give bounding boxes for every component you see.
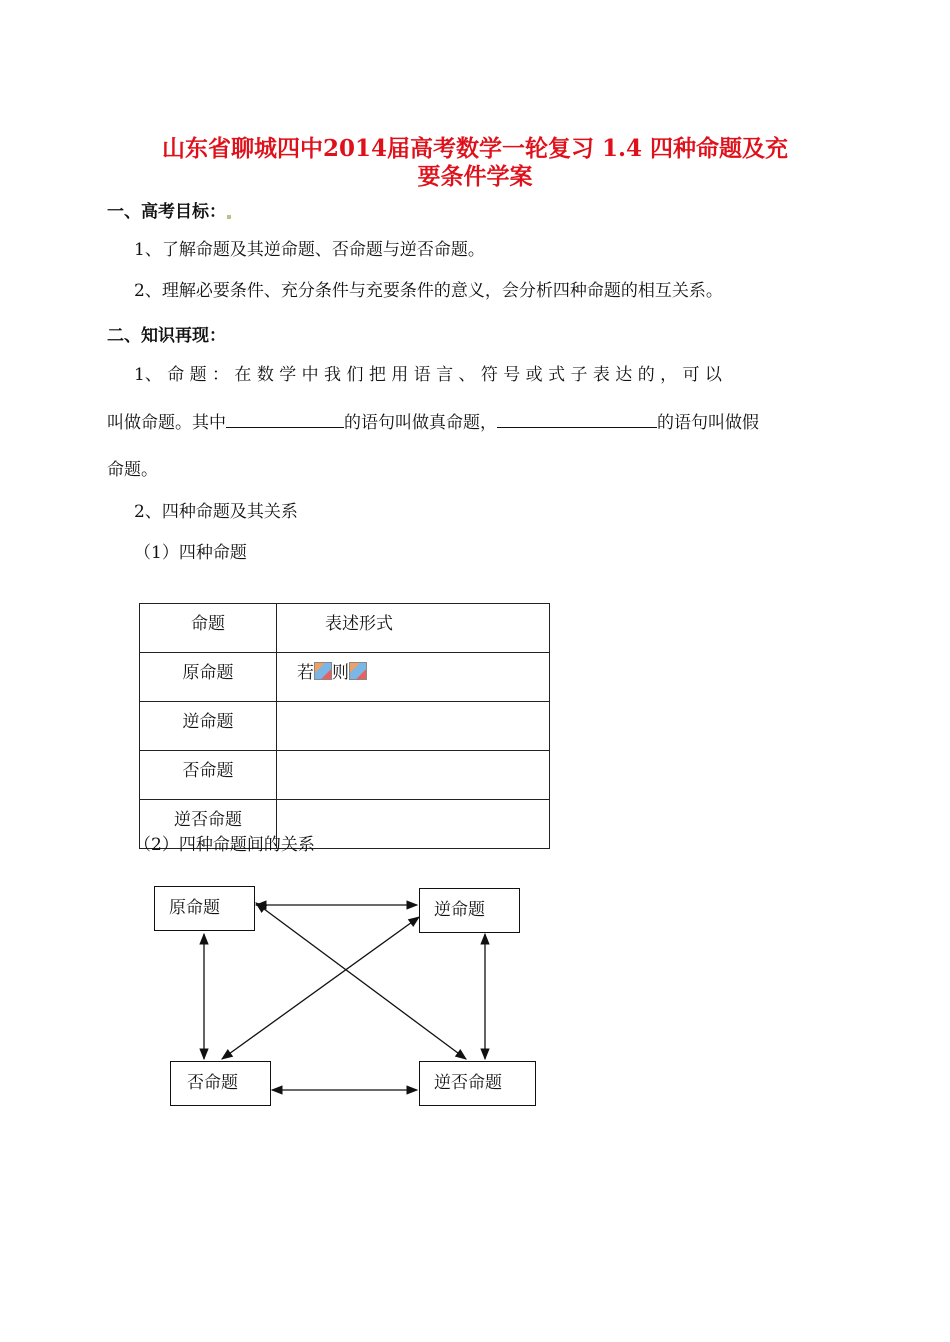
knowledge-item-2: 2、四种命题及其关系 (134, 502, 298, 522)
table-cell-name: 逆否命题 (140, 800, 277, 849)
subsection-four-propositions: （1）四种命题 (134, 543, 247, 563)
arrow-converse-inverse (222, 917, 419, 1059)
line2-text-c: 的语句叫做假 (657, 413, 759, 433)
table-header-form: 表述形式 (277, 604, 550, 653)
table-cell-name: 逆命题 (140, 702, 277, 751)
knowledge-item-1-line3: 命题。 (107, 460, 158, 480)
section2-heading: 二、知识再现： (107, 326, 226, 346)
line2-text-a: 叫做命题。其中 (107, 413, 226, 433)
table-header-proposition: 命题 (140, 604, 277, 653)
document-title-line2: 要条件学案 (417, 163, 533, 190)
diagram-label-inverse: 否命题 (187, 1073, 238, 1093)
diagram-box-converse (419, 888, 520, 933)
line2-text-b: 的语句叫做真命题， (344, 413, 497, 433)
table-cell-name: 原命题 (140, 653, 277, 702)
objective-item-1: 1、了解命题及其逆命题、否命题与逆否命题。 (134, 240, 485, 260)
objective-item-2: 2、理解必要条件、充分条件与充要条件的意义，会分析四种命题的相互关系。 (134, 281, 723, 301)
document-title-line1: 山东省聊城四中2014届高考数学一轮复习 1.4 四种命题及充 (161, 135, 789, 162)
diagram-label-contrapositive: 逆否命题 (434, 1073, 502, 1093)
form-if: 若 (297, 663, 314, 683)
table-cell-name: 否命题 (140, 751, 277, 800)
diagram-box-inverse (170, 1061, 271, 1106)
diagram-box-original (154, 886, 255, 931)
diagram-label-original: 原命题 (169, 898, 220, 918)
diagram-label-converse: 逆命题 (434, 900, 485, 920)
section1-heading-text: 一、高考目标： (107, 202, 226, 222)
subsection-relations-text: （2）四种命题间的关系 (134, 835, 315, 855)
diagram-box-contrapositive (419, 1061, 536, 1106)
form-then: 则 (332, 663, 349, 683)
knowledge-item-1-line1: 1、 命 题 ： 在 数 学 中 我 们 把 用 语 言 、 符 号 或 式 子 表 达 的 ， 可 以 (134, 365, 722, 385)
